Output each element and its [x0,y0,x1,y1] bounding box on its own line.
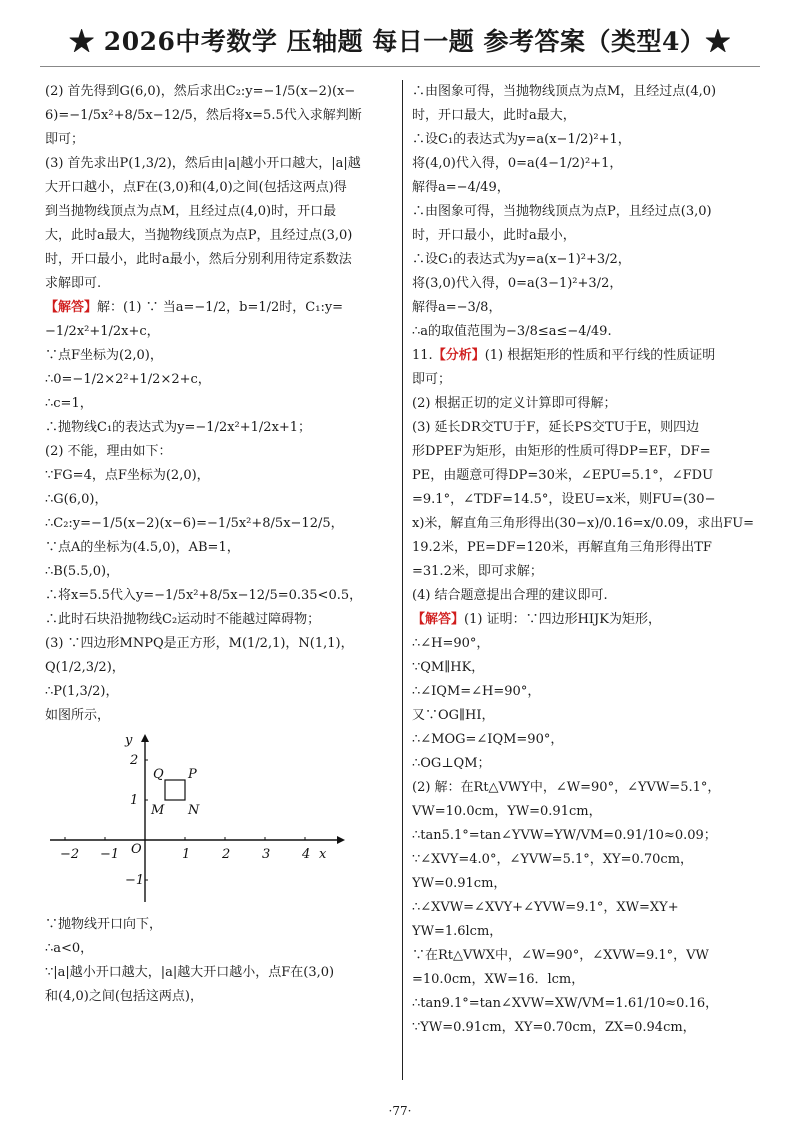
left-column [45,80,395,1009]
y-tick-label: 1 [130,793,139,808]
text-line: PE，由题意可得DP=30米，∠EPU=5.1°，∠FDU [412,468,714,483]
x-tick-label: 4 [302,847,311,862]
text-line: ∵|a|越小开口越大，|a|越大开口越小，点F在(3,0) [45,965,335,980]
text-line: ∴0=−1/2×2²+1/2×2+c， [45,372,211,387]
square-mnpq [165,780,185,800]
text-line: ∵∠XVY=4.0°，∠YVW=5.1°，XY=0.70cm， [412,852,694,867]
text-line: ∵点A的坐标为(4.5,0)，AB=1， [45,540,240,555]
text-line: ∴∠H=90°， [412,636,490,651]
text-line: (2) 首先得到G(6,0)，然后求出C₂:y=−1/5(x−2)(x− [45,84,356,99]
text-line: 6)=−1/5x²+8/5x−12/5，然后将x=5.5代入求解判断 [45,108,362,123]
analysis-tag: 【分析】 [432,348,485,363]
text-line: ∵抛物线开口向下， [45,917,163,932]
text-line: ∵在Rt△VWX中，∠W=90°，∠XVW=9.1°，VW [412,948,709,963]
question-11-heading [412,344,762,368]
text-line: 时，开口最小，此时a最小， [412,228,576,243]
x-tick-label: −1 [100,847,120,862]
text-line: ∴由图象可得，当抛物线顶点为点P，且经过点(3,0) [412,204,712,219]
text-line: (3) ∵四边形MNPQ是正方形，M(1/2,1)，N(1,1)， [45,636,354,651]
text-line: VW=10.0cm，YW=0.91cm， [412,804,602,819]
text-line: ∴由图象可得，当抛物线顶点为点M，且经过点(4,0) [412,84,717,99]
text-span: (1) 根据矩形的性质和平行线的性质证明 [484,348,716,363]
text-line: YW=1.6lcm， [412,924,503,939]
text-line: −1/2x²+1/2x+c， [45,324,160,339]
text-line: ∴∠MOG=∠IQM=90°， [412,732,564,747]
text-line: 时，开口最小，此时a最小，然后分别利用待定系数法 [45,252,352,267]
text-line: ∴B(5.5,0)， [45,564,120,579]
text-line: (4) 结合题意提出合理的建议即可. [412,588,608,603]
text-line: (3) 延长DR交TU于F，延长PS交TU于E，则四边 [412,420,700,435]
text-line: ∴a<0， [45,941,94,956]
x-axis-label: x [319,847,327,862]
text-line: ∴设C₁的表达式为y=a(x−1)²+3/2， [412,252,631,267]
text-line: 和(4,0)之间(包括这两点)， [45,989,203,1004]
text-line: (3) 首先求出P(1,3/2)，然后由|a|越小开口越大，|a|越 [45,156,361,171]
text-line: ∴tan5.1°=tan∠YVW=YW/VM=0.91/10≈0.09； [412,828,717,843]
text-line: ∴抛物线C₁的表达式为y=−1/2x²+1/2x+1； [45,420,312,435]
y-tick-label: 2 [130,753,139,768]
answer-tag: 【解答】 [45,300,98,315]
text-line: ∴将x=5.5代入y=−1/5x²+8/5x−12/5=0.35<0.5， [45,588,363,603]
y-axis-label: y [125,733,133,748]
answer-tag: 【解答】 [412,612,465,627]
column-divider [402,80,403,1080]
text-line: ∴OG⊥QM； [412,756,491,771]
text-line: ∴∠XVW=∠XVY+∠YVW=9.1°，XW=XY+ [412,900,679,915]
text-line: 即可； [412,372,452,387]
origin-label: O [131,842,142,857]
text-line: ∵FG=4，点F坐标为(2,0)， [45,468,210,483]
text-line: 即可； [45,132,85,147]
text-line: ∴G(6,0)， [45,492,108,507]
text-line: Q(1/2,3/2)， [45,660,125,675]
text-span: 解：(1) ∵ 当a=−1/2，b=1/2时，C₁:y= [97,300,344,315]
page-title: ★ 2026中考数学 压轴题 每日一题 参考答案（类型4）★ [69,27,731,56]
text-line: x)米，解直角三角形得出(30−x)/0.16=x/0.09，求出FU= [412,516,755,531]
text-line: 如图所示， [45,708,111,723]
text-line: YW=0.91cm， [412,876,507,891]
text-line: 大开口越小，点F在(3,0)和(4,0)之间(包括这两点)得 [45,180,347,195]
text-line: 解得a=−4/49， [412,180,510,195]
x-tick-label: 1 [182,847,191,862]
text-line: (2) 解：在Rt△VWY中，∠W=90°，∠YVW=5.1°， [412,780,721,795]
y-tick-label: −1 [125,873,145,888]
point-label-q: Q [153,767,164,782]
text-line: (2) 不能，理由如下： [45,444,172,459]
text-line: ∴P(1,3/2)， [45,684,119,699]
text-line: ∴C₂:y=−1/5(x−2)(x−6)=−1/5x²+8/5x−12/5， [45,516,344,531]
text-line: 将(3,0)代入得，0=a(3−1)²+3/2， [412,276,623,291]
text-line: 大，此时a最大，当抛物线顶点为点P，且经过点(3,0) [45,228,353,243]
text-line: ∵QM∥HK， [412,660,485,675]
text-line: ∵YW=0.91cm，XY=0.70cm，ZX=0.94cm， [412,1020,696,1035]
x-tick-label: −2 [60,847,80,862]
text-line: 解得a=−3/8， [412,300,502,315]
text-span: (1) 证明：∵四边形HIJK为矩形， [464,612,661,627]
text-line: (2) 根据正切的定义计算即可得解； [412,396,617,411]
text-line: ∴a的取值范围为−3/8≤a≤−4/49. [412,324,612,339]
text-line: 时，开口最大，此时a最大， [412,108,576,123]
text-line: 到当抛物线顶点为点M，且经过点(4,0)时，开口最 [45,204,337,219]
right-column [412,80,762,1040]
text-line: 求解即可. [45,276,102,291]
text-line: ∵点F坐标为(2,0)， [45,348,163,363]
text-line: ∴∠IQM=∠H=90°， [412,684,541,699]
point-label-m: M [151,803,165,818]
answer-heading-line [412,608,762,632]
y-axis-arrow [141,734,149,742]
text-line: 又∵OG∥HI， [412,708,495,723]
page-number: ·77· [388,1104,412,1118]
text-line: 19.2米，PE=DF=120米，再解直角三角形得出TF [412,540,712,555]
text-line: ∴设C₁的表达式为y=a(x−1/2)²+1， [412,132,631,147]
text-line: ∴tan9.1°=tan∠XVW=XW/VM=1.61/10≈0.16， [412,996,719,1011]
point-label-p: P [188,767,197,782]
text-line: =9.1°，∠TDF=14.5°，设EU=x米，则FU=(30− [412,492,716,507]
text-line: ∴c=1， [45,396,93,411]
question-number: 11. [412,348,433,363]
answer-heading-line [45,296,395,320]
coordinate-graph [45,732,395,907]
text-line: ∴此时石块沿抛物线C₂运动时不能越过障碍物； [45,612,321,627]
text-line: =10.0cm，XW=16．lcm， [412,972,585,987]
text-line: 将(4,0)代入得，0=a(4−1/2)²+1， [412,156,623,171]
text-line: 形DPEF为矩形，由矩形的性质可得DP=EF，DF= [412,444,711,459]
x-axis-arrow [337,836,345,844]
header-rule [40,66,760,67]
point-label-n: N [188,803,200,818]
text-line: =31.2米，即可求解； [412,564,543,579]
x-tick-label: 3 [262,847,271,862]
x-tick-label: 2 [222,847,231,862]
